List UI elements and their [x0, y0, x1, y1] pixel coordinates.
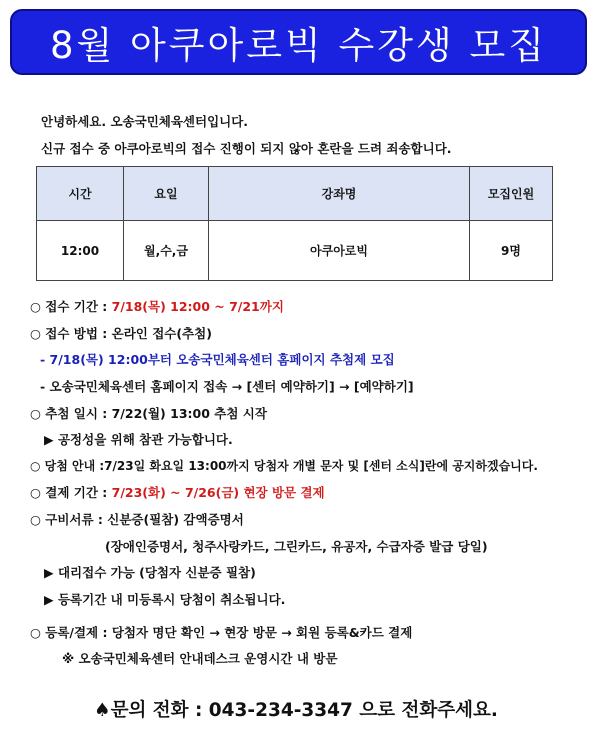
- reception-period: [30, 297, 284, 315]
- draw-note: ▶ 공정성을 위해 참관 가능합니다.: [44, 432, 233, 447]
- cell-days: 월,수,금: [124, 221, 209, 281]
- draw-date: ○ 추첨 일시 : 7/22(월) 13:00 추첨 시작: [30, 406, 267, 421]
- intro-greeting: 안녕하세요. 오송국민체육센터입니다.: [41, 114, 249, 129]
- cell-course-name: 아쿠아로빅: [209, 221, 470, 281]
- method-detail-1: - 7/18(목) 12:00부터 오송국민체육센터 홈페이지 추첨제 모집: [40, 352, 395, 367]
- header-capacity: 모집인원: [470, 167, 553, 221]
- method-detail-2: - 오송국민체육센터 홈페이지 접속 → [센터 예약하기] → [예약하기]: [40, 379, 414, 394]
- payment-period: [30, 483, 325, 501]
- documents-detail: (장애인증명서, 청주사랑카드, 그린카드, 유공자, 수급자증 발급 당일): [105, 539, 488, 554]
- cell-time: 12:00: [37, 221, 124, 281]
- proxy-note: ▶ 대리접수 가능 (당첨자 신분증 필참): [44, 565, 256, 580]
- registration-payment: ○ 등록/결제 : 당첨자 명단 확인 → 현장 방문 → 회원 등록&카드 결제: [30, 625, 413, 640]
- title-banner: [10, 9, 587, 75]
- payment-period-value: 7/23(화) ~ 7/26(금) 현장 방문 결제: [111, 485, 325, 500]
- header-days: 요일: [124, 167, 209, 221]
- intro-apology: 신규 접수 중 아쿠아로빅의 접수 진행이 되지 않아 혼란을 드려 죄송합니다.: [41, 141, 452, 156]
- reception-method: ○ 접수 방법 : 온라인 접수(추첨): [30, 326, 212, 341]
- header-time: 시간: [37, 167, 124, 221]
- cancel-note: ▶ 등록기간 내 미등록시 당첨이 취소됩니다.: [44, 592, 286, 607]
- required-documents: ○ 구비서류 : 신분증(필참) 감액증명서: [30, 512, 244, 527]
- reception-period-value: 7/18(목) 12:00 ~ 7/21까지: [111, 299, 284, 314]
- header-course-name: 강좌명: [209, 167, 470, 221]
- table-header-row: [37, 167, 553, 221]
- page-title: 8월 아쿠아로빅 수강생 모집: [50, 24, 547, 67]
- payment-period-label: ○ 결제 기간 :: [30, 485, 112, 500]
- course-table: [36, 166, 553, 281]
- registration-note: ※ 오송국민체육센터 안내데스크 운영시간 내 방문: [62, 651, 338, 666]
- reception-period-label: ○ 접수 기간 :: [30, 299, 112, 314]
- cell-capacity: 9명: [470, 221, 553, 281]
- table-row: [37, 221, 553, 281]
- winner-notice: ○ 당첨 안내 :7/23일 화요일 13:00까지 당첨자 개별 문자 및 [센터 소식]란에 공지하겠습니다.: [30, 459, 538, 473]
- contact-phone: ♠문의 전화 : 043-234-3347 으로 전화주세요.: [94, 700, 498, 721]
